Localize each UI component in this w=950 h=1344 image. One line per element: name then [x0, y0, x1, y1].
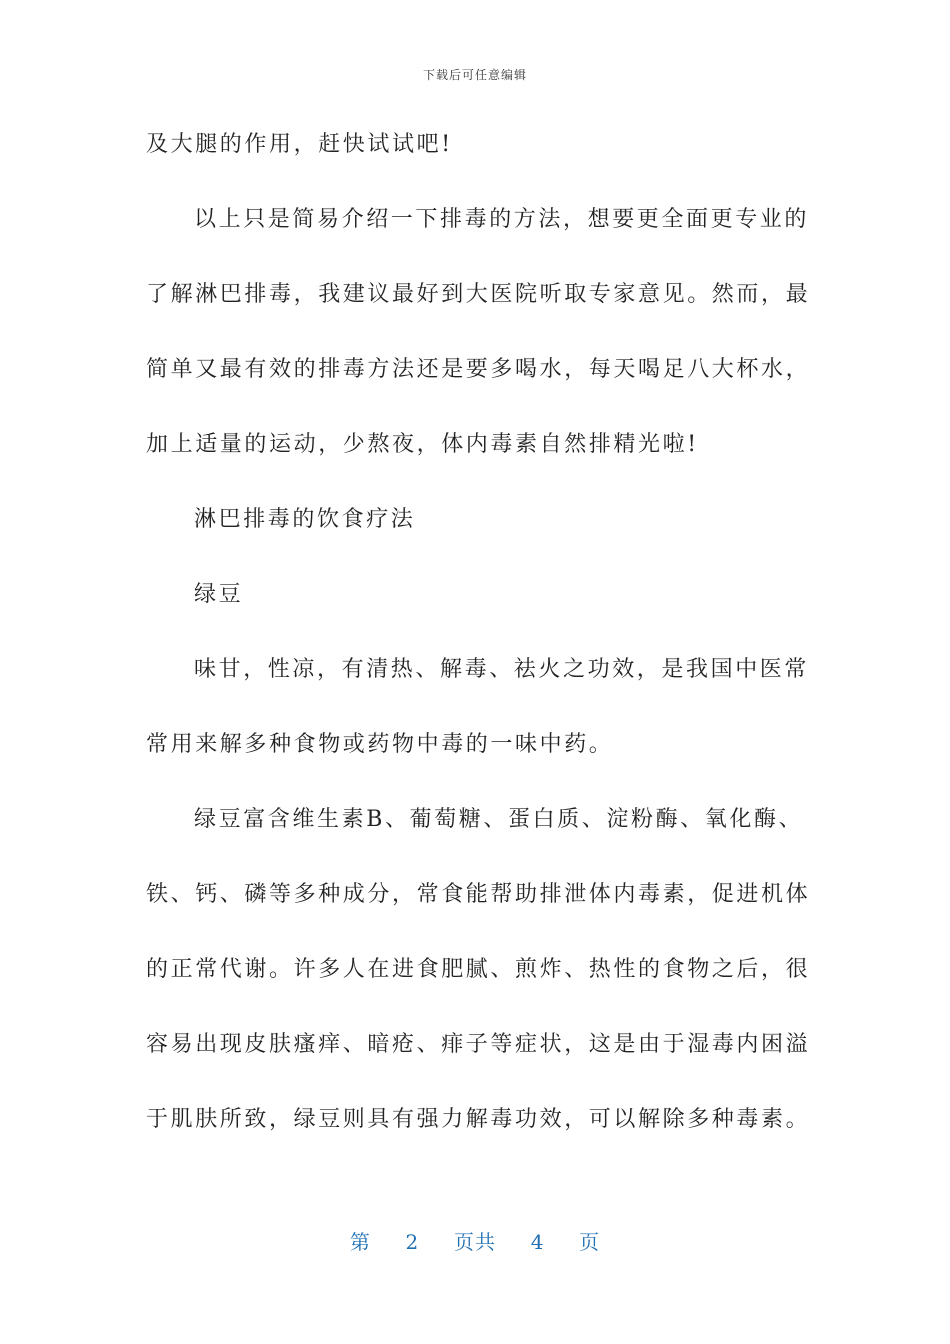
paragraph-line: 于肌肤所致，绿豆则具有强力解毒功效，可以解除多种毒素。: [146, 1107, 811, 1132]
footer-current-page: 2: [405, 1230, 420, 1254]
paragraph-line: 以上只是简易介绍一下排毒的方法，想要更全面更专业的: [194, 207, 810, 232]
paragraph-line: 绿豆富含维生素B、葡萄糖、蛋白质、淀粉酶、氧化酶、: [194, 807, 804, 832]
paragraph-line: 了解淋巴排毒，我建议最好到大医院听取专家意见。然而，最: [146, 282, 811, 307]
footer-suffix: 页: [579, 1230, 601, 1254]
section-heading: 淋巴排毒的饮食疗法: [194, 507, 416, 532]
paragraph-line: 加上适量的运动，少熬夜，体内毒素自然排精光啦!: [146, 432, 699, 457]
paragraph-line: 简单又最有效的排毒方法还是要多喝水，每天喝足八大杯水，: [146, 357, 811, 382]
page-footer: [0, 1226, 950, 1255]
paragraph-line: 及大腿的作用，赶快试试吧!: [146, 132, 453, 157]
footer-total-pages: 4: [530, 1230, 545, 1254]
subsection-heading: 绿豆: [194, 582, 244, 607]
paragraph-line: 常用来解多种食物或药物中毒的一味中药。: [146, 732, 614, 757]
paragraph-line: 铁、钙、磷等多种成分，常食能帮助排泄体内毒素，促进机体: [146, 882, 811, 907]
paragraph-line: 容易出现皮肤瘙痒、暗疮、痱子等症状，这是由于湿毒内困溢: [146, 1032, 811, 1057]
paragraph-line: 的正常代谢。许多人在进食肥腻、煎炸、热性的食物之后，很: [146, 957, 811, 982]
page-header-note: 下载后可任意编辑: [422, 68, 527, 82]
footer-middle: 页共: [454, 1230, 496, 1254]
paragraph-line: 味甘，性凉，有清热、解毒、祛火之功效，是我国中医常: [194, 657, 810, 682]
footer-prefix: 第: [349, 1230, 371, 1254]
